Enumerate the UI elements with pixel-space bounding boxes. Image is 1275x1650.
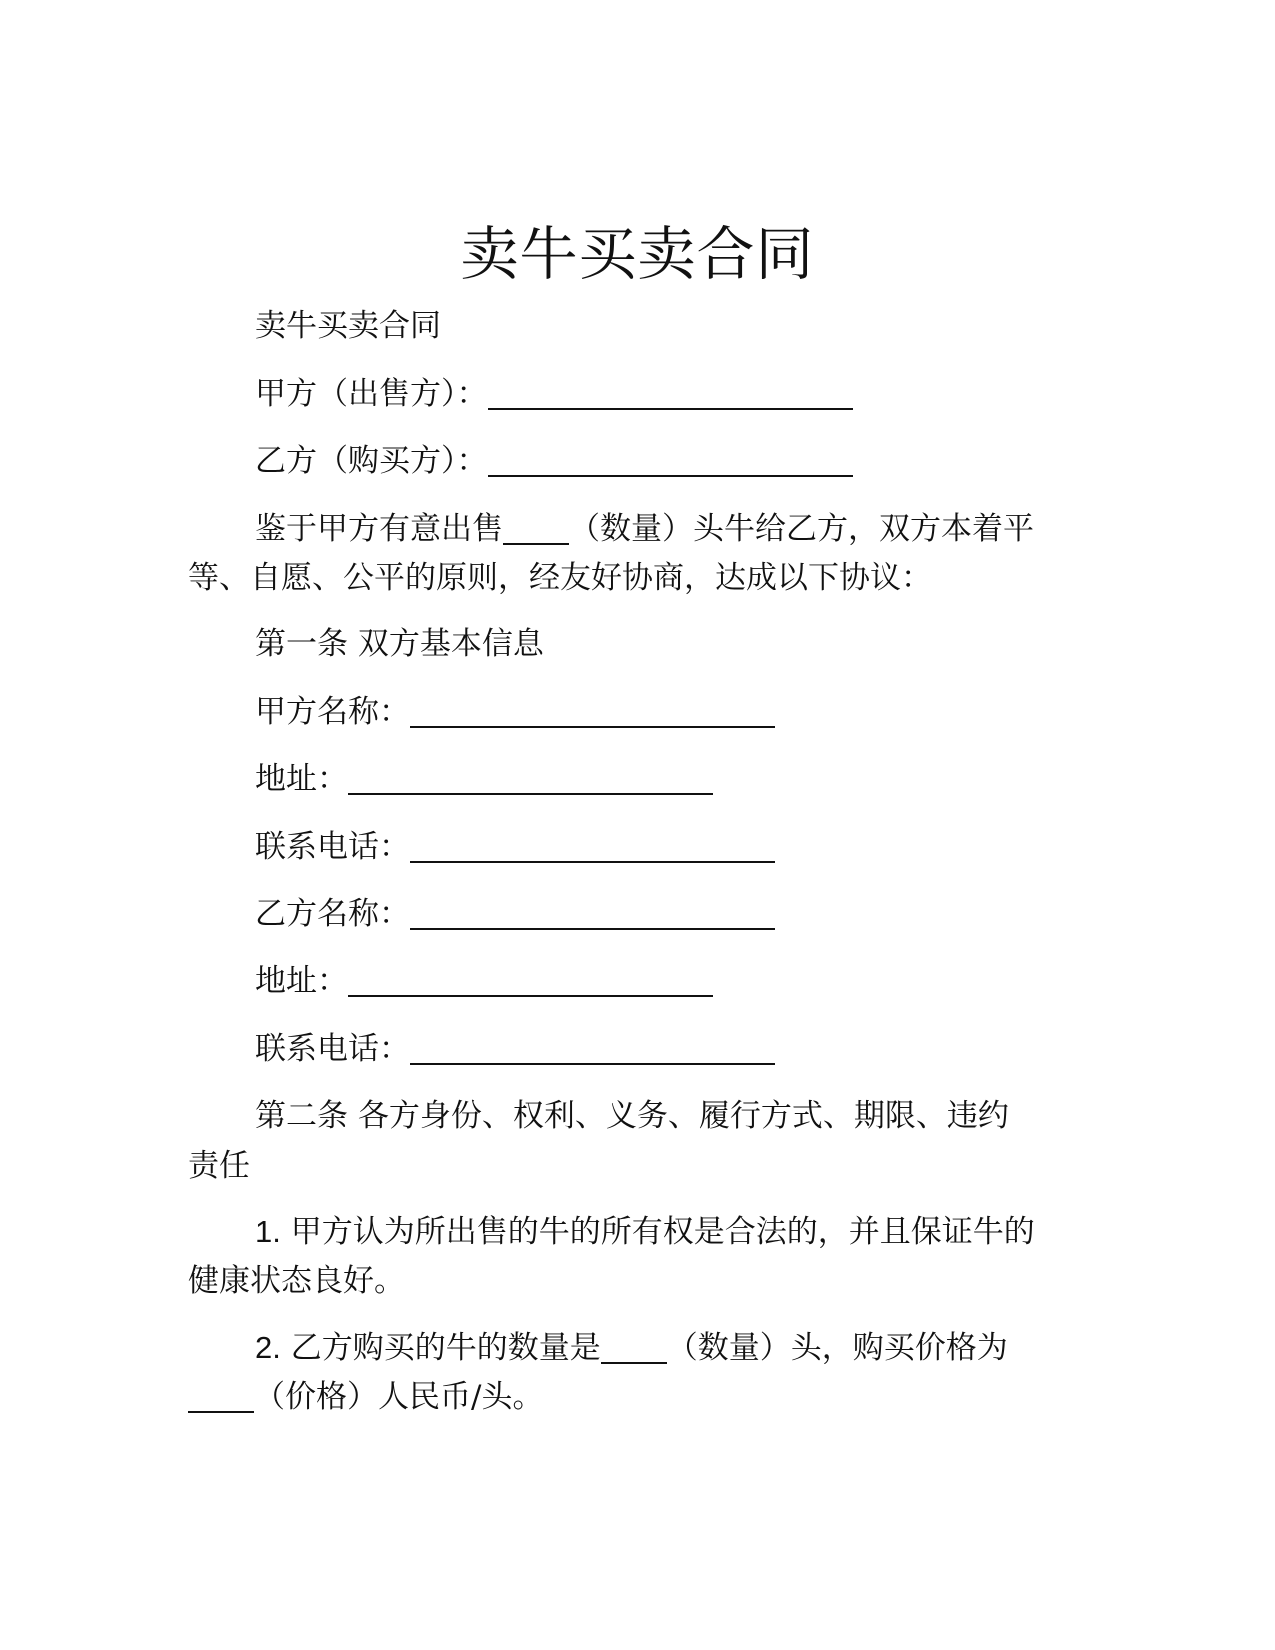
item2-number: 2.: [255, 1330, 281, 1365]
quantity-blank: [503, 513, 569, 545]
party-a-address-line: [255, 757, 713, 801]
party-a-blank: [488, 378, 853, 410]
article2-heading-line-2: 责任: [188, 1148, 250, 1184]
party-a-address-label: 地址：: [255, 761, 348, 797]
party-a-address-blank: [348, 763, 713, 795]
party-b-address-label: 地址：: [255, 963, 348, 999]
party-b-name-label: 乙方名称：: [255, 896, 410, 932]
item2-line-1: [255, 1326, 1008, 1370]
party-b-name-line: [255, 892, 775, 936]
item2-text-after: （数量）头，购买价格为: [666, 1330, 1008, 1366]
party-a-name-label: 甲方名称：: [255, 694, 410, 730]
preamble-line-1: [255, 507, 1034, 551]
party-a-phone-blank: [410, 831, 775, 863]
item2-text-before: 乙方购买的牛的数量是: [280, 1330, 601, 1366]
party-a-label: 甲方（出售方）：: [255, 376, 488, 412]
document-title: 卖牛买卖合同: [460, 220, 815, 288]
party-b-address-blank: [348, 965, 713, 997]
preamble-text-before: 鉴于甲方有意出售: [255, 511, 503, 547]
party-b-blank: [488, 445, 853, 477]
party-b-phone-label: 联系电话：: [255, 1031, 410, 1067]
preamble-text-after: （数量）头牛给乙方，双方本着平: [569, 511, 1034, 547]
party-a-name-blank: [410, 696, 775, 728]
party-a-phone-line: [255, 825, 775, 869]
item1-text-1: 甲方认为所出售的牛的所有权是合法的，并且保证牛的: [280, 1214, 1035, 1250]
party-a-phone-label: 联系电话：: [255, 829, 410, 865]
article2-heading-line-1: 第二条 各方身份、权利、义务、履行方式、期限、违约: [255, 1098, 1009, 1134]
party-a-name-line: [255, 690, 775, 734]
item1-line-1: [255, 1210, 1035, 1254]
party-a-line: [255, 372, 853, 416]
item1-number: 1.: [255, 1214, 281, 1249]
party-b-label: 乙方（购买方）：: [255, 443, 488, 479]
party-b-phone-line: [255, 1027, 775, 1071]
item1-line-2: 健康状态良好。: [188, 1263, 405, 1299]
item2-price-blank: [188, 1381, 254, 1413]
party-b-name-blank: [410, 898, 775, 930]
article1-heading: 第一条 双方基本信息: [255, 626, 544, 662]
party-b-address-line: [255, 959, 713, 1003]
document-subtitle: 卖牛买卖合同: [255, 308, 441, 344]
party-b-line: [255, 439, 853, 483]
preamble-line-2: 等、自愿、公平的原则，经友好协商，达成以下协议：: [188, 560, 932, 596]
item2-line-2: [188, 1375, 543, 1419]
item2-price-text: （价格）人民币/头。: [254, 1379, 544, 1415]
party-b-phone-blank: [410, 1033, 775, 1065]
item2-quantity-blank: [601, 1332, 667, 1364]
